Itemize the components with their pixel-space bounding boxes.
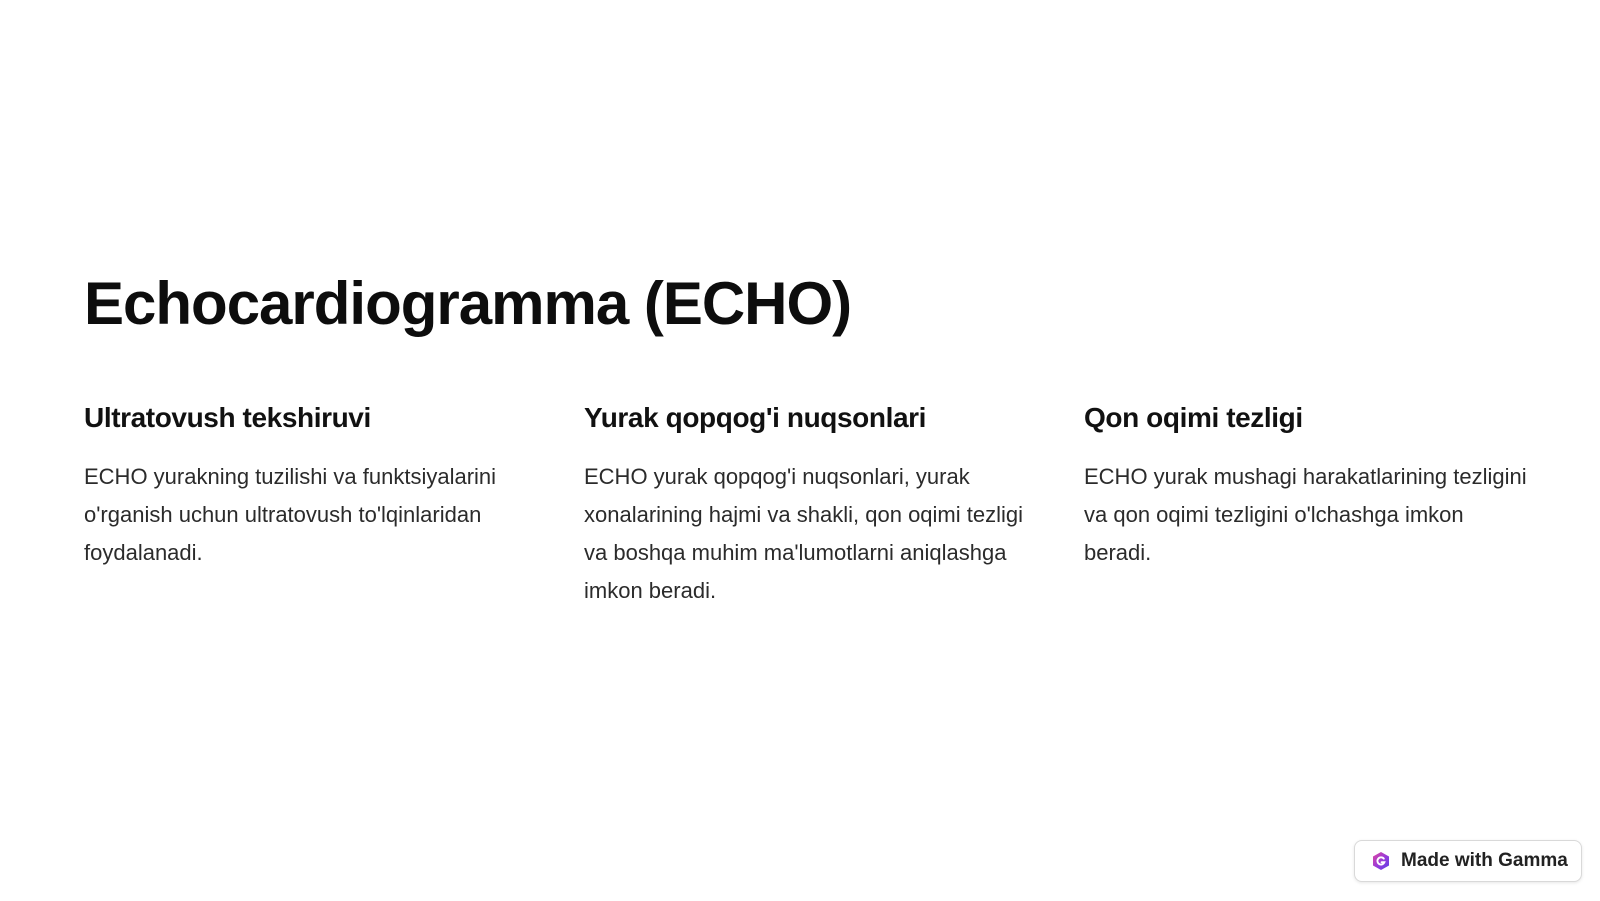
column-heading: Ultratovush tekshiruvi [84, 402, 371, 433]
column-heading: Qon oqimi tezligi [1084, 402, 1303, 433]
gamma-logo-icon [1371, 851, 1391, 871]
page-title: Echocardiogramma (ECHO) [84, 270, 852, 337]
badge-label: Made with Gamma [1401, 850, 1568, 871]
column-valve-defects [584, 398, 1034, 610]
column-blood-flow [1084, 398, 1534, 572]
column-heading: Yurak qopqog'i nuqsonlari [584, 402, 927, 433]
column-ultrasound [84, 398, 534, 572]
column-text: ECHO yurak mushagi harakatlarining tezligini va qon oqimi tezligini o'lchashga imkon beradi. [1084, 464, 1527, 565]
column-text: ECHO yurak qopqog'i nuqsonlari, yurak xonalarining hajmi va shakli, qon oqimi tezligi va boshqa muhim ma'lumotlarni aniqlashga imkon beradi. [584, 464, 1024, 603]
column-text: ECHO yurakning tuzilishi va funktsiyalarini o'rganish uchun ultratovush to'lqinlaridan foydalanadi. [84, 464, 497, 565]
made-with-gamma-badge[interactable] [1354, 840, 1582, 882]
